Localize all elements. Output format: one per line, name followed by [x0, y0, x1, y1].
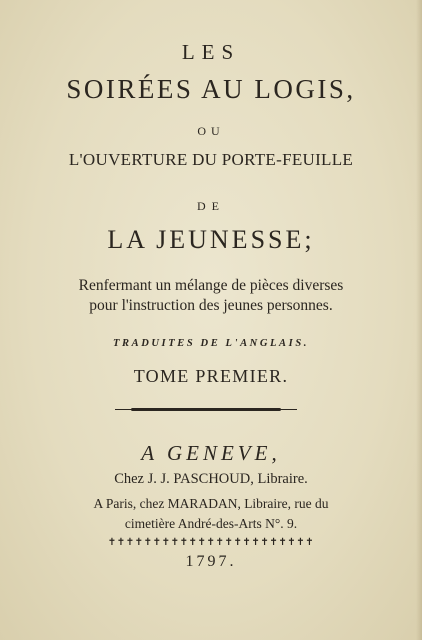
paper-edge-shadow	[416, 0, 422, 640]
imprint-year: 1797.	[185, 553, 237, 570]
divider-rule	[131, 408, 281, 411]
ornament-row: ✝✝✝✝✝✝✝✝✝✝✝✝✝✝✝✝✝✝✝✝✝✝✝	[107, 537, 315, 548]
title-line-les: LES	[181, 40, 241, 64]
title-line-de: DE	[197, 199, 225, 213]
title-line-ouverture: L'OUVERTURE DU PORTE-FEUILLE	[68, 150, 354, 169]
title-line-jeunesse: LA JEUNESSE;	[107, 225, 315, 254]
subtitle-line-1: Renfermant un mélange de pièces diverses	[78, 277, 344, 294]
title-line-ou: OU	[197, 124, 225, 138]
imprint-paris-line-2: cimetière André-des-Arts N°. 9.	[124, 516, 298, 531]
imprint-publisher: Chez J. J. PASCHOUD, Libraire.	[114, 471, 308, 487]
imprint-place: A GENEVE,	[141, 441, 281, 465]
subtitle-line-2: pour l'instruction des jeunes personnes.	[89, 297, 333, 314]
title-line-soirees: SOIRÉES AU LOGIS,	[66, 74, 356, 104]
volume-label: TOME PREMIER.	[133, 366, 289, 386]
translation-note: TRADUITES DE L'ANGLAIS.	[112, 338, 310, 349]
imprint-paris-line-1: A Paris, chez MARADAN, Libraire, rue du	[93, 496, 329, 511]
